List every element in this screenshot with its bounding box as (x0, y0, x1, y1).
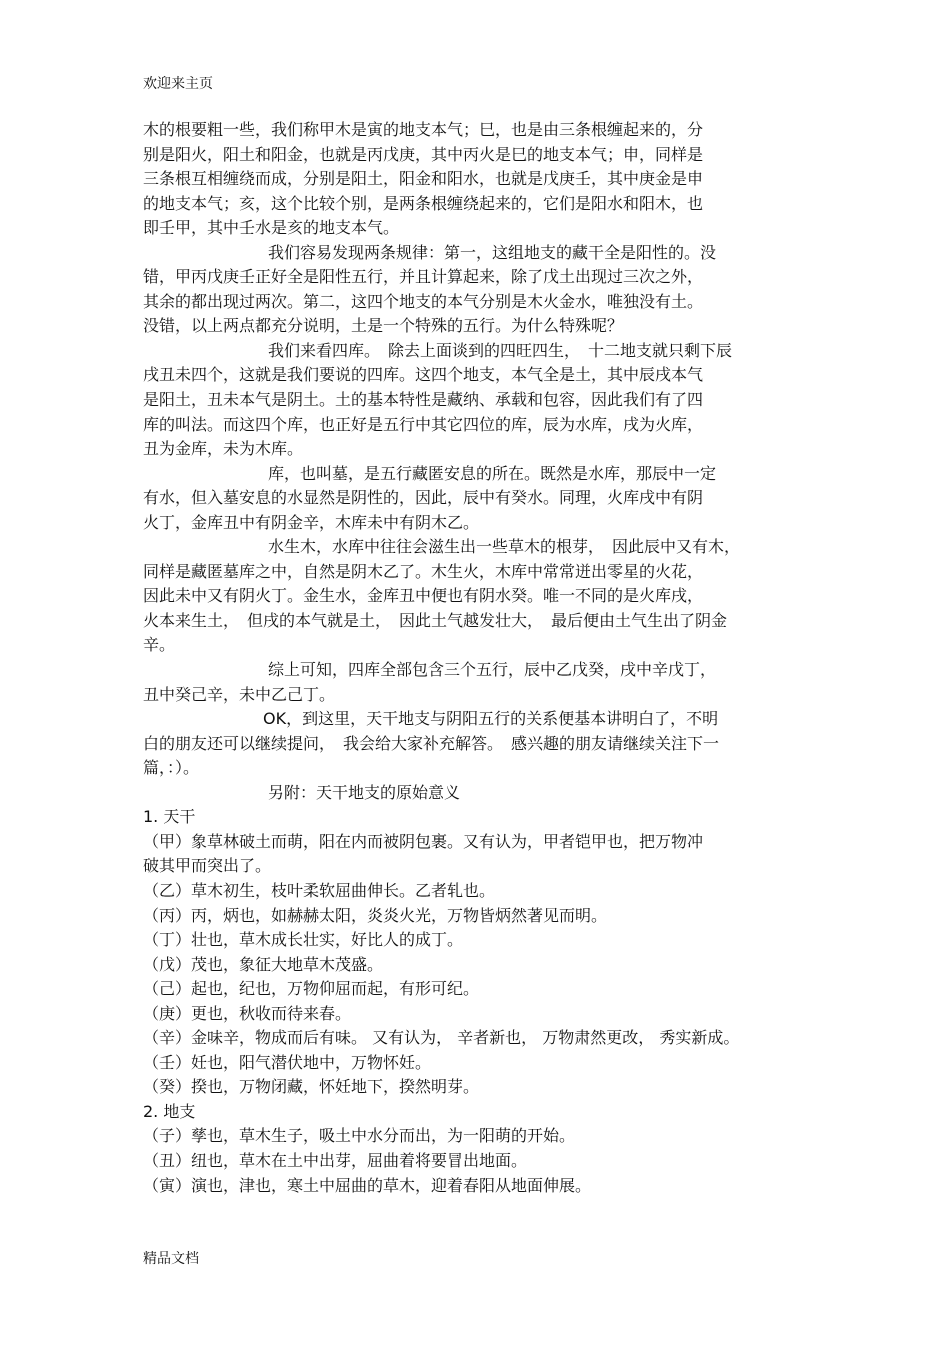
list-item: （寅）演也，津也，寒土中屈曲的草木，迎着春阳从地面伸展。 (143, 1175, 592, 1195)
text-line: 戌丑未四个，这就是我们要说的四库。这四个地支，本气全是土，其中辰戌本气 (143, 365, 704, 385)
text-line: 综上可知，四库全部包含三个五行，辰中乙戊癸，戌中辛戊丁， (268, 660, 717, 680)
text-line: 木的根要粗一些，我们称甲木是寅的地支本气；巳，也是由三条根缠起来的，分 (143, 120, 704, 139)
text-line: OK，到这里，天干地支与阴阳五行的关系便基本讲明白了，不明 (263, 709, 719, 729)
list-item: （丑）纽也，草木在土中出芽，屈曲着将要冒出地面。 (143, 1150, 528, 1170)
text-line: 即壬甲，其中壬水是亥的地支本气。 (143, 218, 400, 238)
text-line: 的地支本气；亥，这个比较个别，是两条根缠绕起来的，它们是阳水和阳木，也 (143, 193, 704, 213)
page-header: 欢迎来主页 (143, 76, 213, 92)
text-line: 其余的都出现过两次。第二，这四个地支的本气分别是木火金水，唯独没有土。 (143, 291, 704, 311)
text-line: 三条根互相缠绕而成，分别是阳土，阳金和阳水，也就是戊庚壬，其中庚金是申 (143, 169, 704, 189)
list-item: （乙）草木初生，枝叶柔软屈曲伸长。乙者轧也。 (143, 880, 496, 900)
text-line: 库，也叫墓，是五行藏匿安息的所在。既然是水库，那辰中一定 (268, 463, 717, 483)
text-line: 水生木，水库中往往会滋生出一些草木的根芽， 因此辰中又有木， (268, 537, 741, 557)
subsection-heading: 1. 天干 (143, 807, 196, 827)
list-item: （庚）更也，秋收而待来春。 (143, 1003, 352, 1023)
list-item: （甲）象草林破土而萌，阳在内而被阴包裹。又有认为，甲者铠甲也，把万物冲 (143, 831, 704, 851)
text-line: 库的叫法。而这四个库，也正好是五行中其它四位的库，辰为水库，戌为火库， (143, 414, 704, 434)
list-item: （辛）金味辛，物成而后有味。 又有认为， 辛者新也， 万物肃然更改， 秀实新成。 (143, 1028, 740, 1048)
text-line: 因此未中又有阴火丁。金生水，金库丑中便也有阴水癸。唯一不同的是火库戌， (143, 586, 704, 606)
list-item: （丁）壮也，草木成长壮实，好比人的成丁。 (143, 930, 464, 950)
text-line: 火本来生土， 但戌的本气就是土， 因此土气越发壮大， 最后便由土气生出了阴金 (143, 610, 728, 630)
text-line: 没错，以上两点都充分说明，土是一个特殊的五行。为什么特殊呢？ (143, 316, 624, 336)
subsection-heading: 2. 地支 (143, 1101, 196, 1121)
document-body (143, 118, 823, 1198)
page-footer: 精品文档 (143, 1251, 199, 1267)
list-item: （壬）妊也，阳气潜伏地中，万物怀妊。 (143, 1052, 432, 1072)
text-line: 是阳土，丑未本气是阴土。土的基本特性是藏纳、承载和包容，因此我们有了四 (143, 390, 704, 410)
text-line: 我们容易发现两条规律：第一，这组地支的藏干全是阳性的。没 (268, 242, 717, 262)
text-line: 丑为金库，未为木库。 (143, 439, 304, 459)
list-item: （丙）丙，炳也，如赫赫太阳，炎炎火光，万物皆炳然著见而明。 (143, 905, 608, 925)
text-line: 同样是藏匿墓库之中，自然是阴木乙了。木生火，木库中常常迸出零星的火花， (143, 561, 704, 581)
list-item: （癸）揆也，万物闭藏，怀妊地下，揆然明芽。 (143, 1077, 480, 1097)
list-item: （己）起也，纪也，万物仰屈而起，有形可纪。 (143, 979, 480, 999)
section-heading: 另附：天干地支的原始意义 (268, 782, 461, 802)
list-item: （子）孳也，草木生子，吸土中水分而出，为一阳萌的开始。 (143, 1126, 576, 1146)
text-line: 别是阳火，阳土和阳金，也就是丙戊庚，其中丙火是巳的地支本气；申，同样是 (143, 144, 704, 164)
text-line: 白的朋友还可以继续提问， 我会给大家补充解答。 感兴趣的朋友请继续关注下一 (143, 733, 720, 753)
list-item: （戊）茂也，象征大地草木茂盛。 (143, 954, 384, 974)
text-line: 火丁，金库丑中有阴金辛，木库未中有阴木乙。 (143, 512, 480, 532)
text-line: 丑中癸己辛，未中乙己丁。 (143, 684, 336, 704)
text-line: 错，甲丙戊庚壬正好全是阳性五行，并且计算起来，除了戊土出现过三次之外， (143, 267, 704, 287)
text-line: 我们来看四库。 除去上面谈到的四旺四生， 十二地支就只剩下辰 (268, 340, 733, 360)
text-line: 有水，但入墓安息的水显然是阴性的，因此，辰中有癸水。同理，火库戌中有阴 (143, 488, 704, 508)
text-line: 篇，：）。 (143, 758, 200, 778)
text-line: 辛。 (143, 635, 176, 655)
list-item: 破其甲而突出了。 (143, 856, 272, 876)
